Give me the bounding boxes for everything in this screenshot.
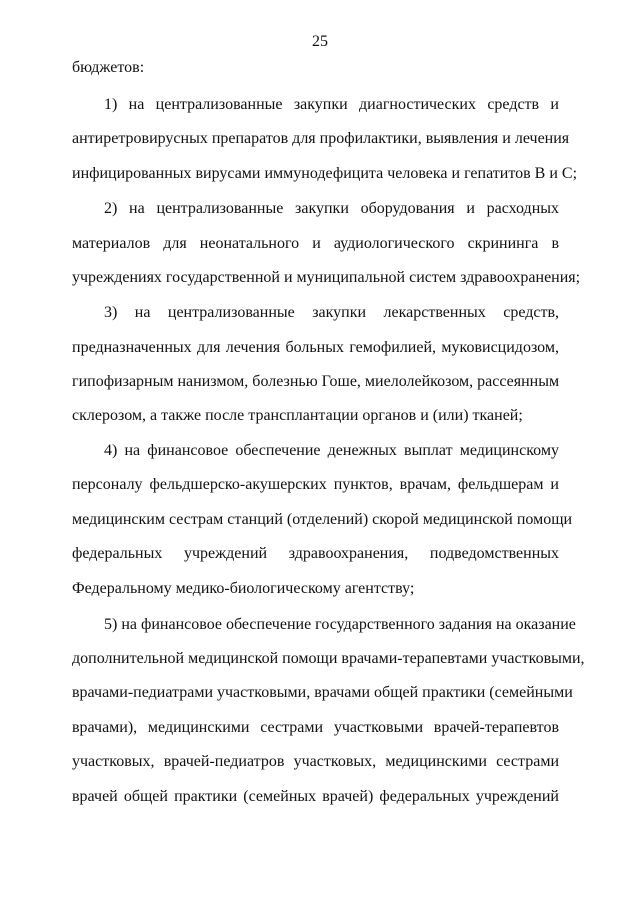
text-line: 4) на финансовое обеспечение денежных выплат медицинскому [104,442,559,459]
text-line: федеральных учреждений здравоохранения, подведомственных [72,545,559,562]
text-line: врачей общей практики (семейных врачей) федеральных учреждений [72,788,559,805]
text-line: учреждениях государственной и муниципальной систем здравоохранения; [72,269,581,286]
text-line: склерозом, а также после трансплантации органов и (или) тканей; [72,407,523,424]
text-line: антиретровирусных препаратов для профилактики, выявления и лечения [72,130,570,147]
text-line: материалов для неонатального и аудиологического скрининга в [72,235,559,252]
text-line: 3) на централизованные закупки лекарственных средств, [104,304,559,321]
text-line: участковых, врачей-педиатров участковых, медицинскими сестрами [72,753,559,770]
text-line: Федеральному медико-биологическому агентству; [72,580,415,597]
text-line: гипофизарным нанизмом, болезнью Гоше, миелолейкозом, рассеянным [72,373,560,390]
text-line: бюджетов: [72,59,145,76]
text-line: медицинским сестрам станций (отделений) скорой медицинской помощи [72,511,573,528]
text-line: 1) на централизованные закупки диагностических средств и [104,96,559,113]
text-line: инфицированных вирусами иммунодефицита человека и гепатитов В и С; [72,165,578,182]
text-line: дополнительной медицинской помощи врачами-терапевтами участковыми, [72,650,585,667]
text-line: предназначенных для лечения больных гемофилией, муковисцидозом, [72,339,559,356]
text-line: 2) на централизованные закупки оборудования и расходных [104,200,559,217]
text-line: персоналу фельдшерско-акушерских пунктов, врачам, фельдшерам и [72,476,559,493]
text-line: врачами), медицинскими сестрами участковыми врачей-терапевтов [72,719,559,736]
text-line: 5) на финансовое обеспечение государственного задания на оказание [104,616,576,633]
page-number: 25 [312,33,328,50]
text-line: врачами-педиатрами участковыми, врачами общей практики (семейными [72,684,573,701]
